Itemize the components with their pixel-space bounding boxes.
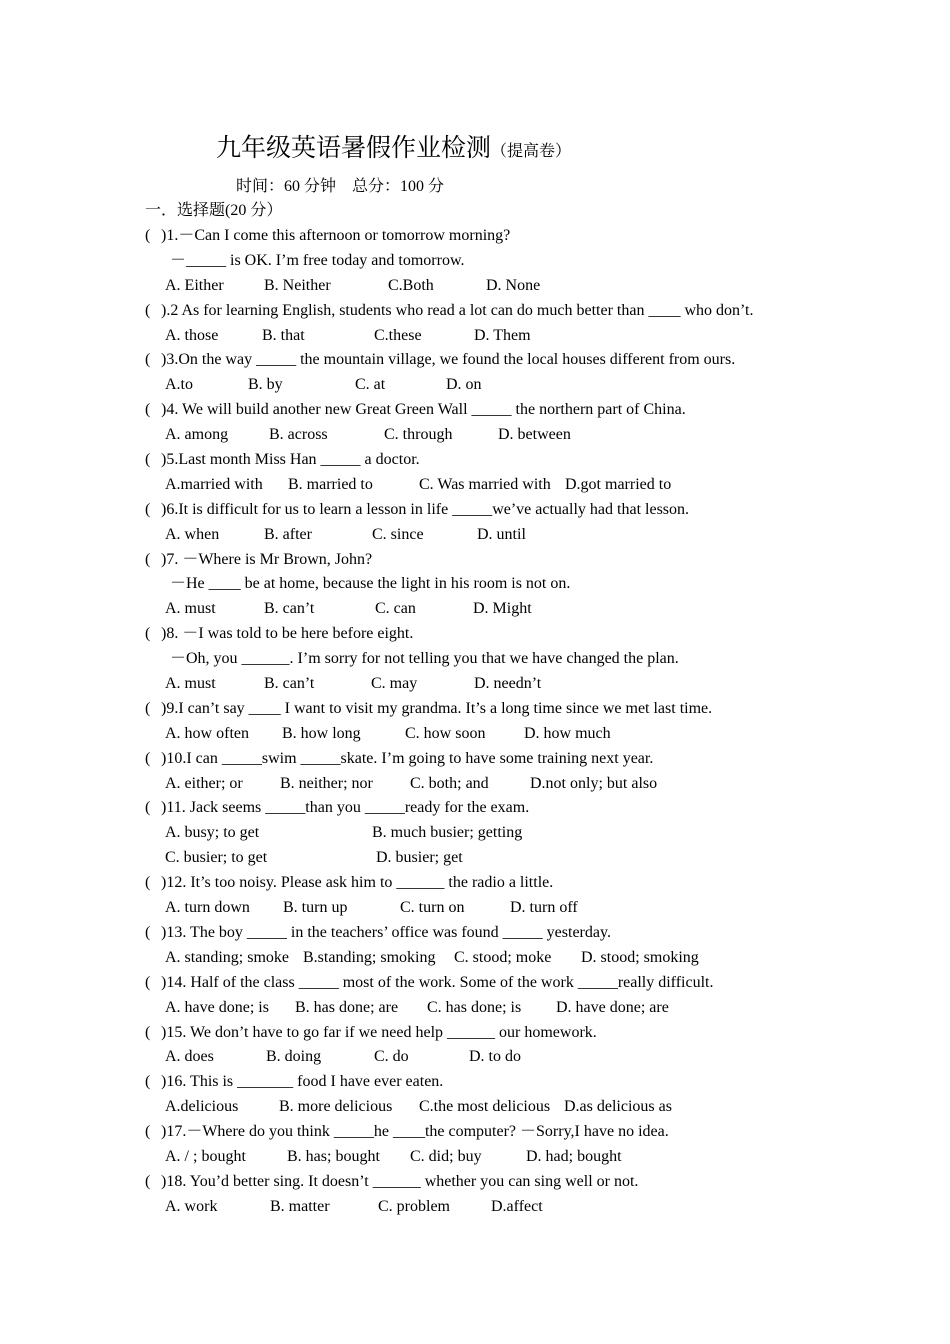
option: C. did; buy [410,1147,482,1165]
answer-paren: ( [145,749,151,767]
question-stem: )9.I can’t say ____ I want to visit my grandma. It’s a long time since we met last time. [161,699,713,717]
option: A. does [165,1048,214,1066]
answer-paren: ( [145,1172,151,1190]
question-2 [0,300,950,325]
answer-paren: ( [145,799,151,817]
question-list [0,225,950,1221]
option: D. on [446,376,482,394]
question-stem: )1.－Can I come this afternoon or tomorrow morning? [161,227,511,244]
question-stem: )12. It’s too noisy. Please ask him to ______ the radio a little. [161,874,554,892]
question-17 [0,1121,950,1146]
option: A. must [165,675,216,693]
title-subtitle: （提高卷） [491,143,572,160]
option: B.standing; smoking [303,948,436,966]
question-1-reply [0,250,950,275]
question-5-options [0,474,950,499]
question-stem: )6.It is difficult for us to learn a lesson in life _____we’ve actually had that lesson. [161,500,690,518]
question-2-options [0,325,950,350]
question-18-options [0,1196,950,1221]
question-7-reply [0,573,950,598]
option: C. at [355,376,386,394]
question-stem: )10.I can _____swim _____skate. I’m going to have some training next year. [161,749,654,767]
option: B. doing [266,1048,322,1066]
option: B. by [248,376,283,394]
option: A. standing; smoke [165,948,289,966]
option: B. more delicious [279,1098,393,1116]
option: D. between [498,426,571,444]
question-9-options [0,723,950,748]
option: D. needn’t [474,675,542,693]
option: D. to do [469,1048,521,1066]
option: D. busier; get [376,849,463,867]
question-7 [0,549,950,574]
option: C. Was married with [419,475,551,493]
option: D. had; bought [526,1147,622,1165]
option: D. have done; are [556,998,669,1016]
answer-paren: ( [145,500,151,518]
option: D. until [477,525,526,543]
title-main: 九年级英语暑假作业检测 [216,135,492,162]
option: C. turn on [400,899,465,917]
option: C. through [384,426,453,444]
question-13-options [0,947,950,972]
answer-paren: ( [145,625,151,643]
question-13 [0,922,950,947]
option: A. when [165,525,220,543]
question-17-options [0,1146,950,1171]
option: D. None [486,276,541,294]
option: B. matter [270,1197,330,1215]
page-title [216,133,571,168]
option: A. Either [165,276,224,294]
question-stem: )5.Last month Miss Han _____ a doctor. [161,451,420,469]
question-14 [0,972,950,997]
option: B. how long [282,724,361,742]
question-1-options [0,275,950,300]
option: B. married to [288,475,373,493]
question-15-options [0,1046,950,1071]
option: D.affect [491,1197,543,1215]
option: D. how much [524,724,611,742]
option: C.Both [388,276,434,294]
option: B. much busier; getting [372,824,523,842]
question-15 [0,1022,950,1047]
answer-paren: ( [145,1123,151,1141]
option: C. both; and [410,774,489,792]
answer-paren: ( [145,923,151,941]
question-7-options [0,598,950,623]
option: A. busy; to get [165,824,260,842]
question-10-options [0,773,950,798]
question-stem: )13. The boy _____ in the teachers’ office was found _____ yesterday. [161,923,611,941]
option: B. has; bought [287,1147,380,1165]
option: D. Might [473,600,532,618]
question-11-options-line-2 [0,847,950,872]
question-stem: )7. －Where is Mr Brown, John? [161,550,373,568]
option: A. how often [165,724,249,742]
question-6-options [0,524,950,549]
question-stem: )17.－Where do you think _____he ____the computer? －Sorry,I have no idea. [161,1123,669,1141]
option: C. has done; is [427,998,522,1016]
option: D. stood; smoking [581,948,699,966]
question-3 [0,349,950,374]
answer-paren: ( [145,1023,151,1041]
option: C. may [371,675,418,693]
question-10 [0,748,950,773]
option: C. problem [378,1197,450,1215]
option: D.got married to [565,475,672,493]
question-stem: )18. You’d better sing. It doesn’t ______ whether you can sing well or not. [161,1172,639,1190]
option: B. can’t [264,600,315,618]
question-stem: ).2 As for learning English, students who read a lot can do much better than ____ who don’t. [161,301,754,319]
question-stem: )11. Jack seems _____than you _____ready for the exam. [161,799,530,817]
option: A.married with [165,475,263,493]
answer-paren: ( [145,227,151,244]
answer-paren: ( [145,301,151,319]
question-8-reply [0,648,950,673]
option: A. must [165,600,216,618]
option: C. how soon [405,724,486,742]
question-3-options [0,374,950,399]
question-5 [0,449,950,474]
option: B. neither; nor [280,774,373,792]
question-4 [0,399,950,424]
question-stem: )8. －I was told to be here before eight. [161,625,414,643]
option: C. stood; moke [454,948,552,966]
answer-paren: ( [145,874,151,892]
question-8-options [0,673,950,698]
option: C. since [372,525,424,543]
question-4-options [0,424,950,449]
answer-paren: ( [145,351,151,369]
question-18 [0,1171,950,1196]
question-reply: －He ____ be at home, because the light in his room is not on. [170,575,571,593]
question-14-options [0,997,950,1022]
question-stem: )4. We will build another new Great Green Wall _____ the northern part of China. [161,401,686,419]
question-reply: －Oh, you ______. I’m sorry for not telling you that we have changed the plan. [170,650,679,668]
question-stem: )16. This is _______ food I have ever eaten. [161,1073,444,1091]
option: D. Them [474,326,531,344]
option: A.to [165,376,193,394]
question-9 [0,698,950,723]
option: A. among [165,426,229,444]
option: A. work [165,1197,218,1215]
option: A. either; or [165,774,243,792]
question-12 [0,872,950,897]
option: C.these [374,326,422,344]
option: B. across [269,426,328,444]
question-11-options-line-1 [0,822,950,847]
question-8 [0,623,950,648]
option: C.the most delicious [419,1098,551,1116]
answer-paren: ( [145,451,151,469]
option: B. can’t [264,675,315,693]
option: A. have done; is [165,998,269,1016]
question-1 [0,225,950,250]
option: A. turn down [165,899,250,917]
question-16-options [0,1096,950,1121]
option: B. turn up [283,899,348,917]
question-11 [0,797,950,822]
answer-paren: ( [145,550,151,568]
question-12-options [0,897,950,922]
answer-paren: ( [145,401,151,419]
question-stem: )3.On the way _____ the mountain village, we found the local houses different from ours. [161,351,736,369]
exam-info: 时间：60 分钟 总分：100 分 [236,178,445,195]
option: C. can [375,600,416,618]
option: C. do [374,1048,409,1066]
question-6 [0,499,950,524]
option: A. / ; bought [165,1147,246,1165]
option: D.not only; but also [530,774,658,792]
option: B. Neither [264,276,331,294]
option: D. turn off [510,899,578,917]
question-reply: －_____ is OK. I’m free today and tomorrow. [170,251,465,269]
option: B. that [262,326,305,344]
option: A. those [165,326,219,344]
option: B. has done; are [295,998,399,1016]
question-stem: )14. Half of the class _____ most of the work. Some of the work _____really difficult. [161,973,714,991]
answer-paren: ( [145,1073,151,1091]
option: D.as delicious as [564,1098,672,1116]
question-16 [0,1071,950,1096]
answer-paren: ( [145,973,151,991]
section-heading: 一．选择题(20 分） [145,202,283,219]
question-stem: )15. We don’t have to go far if we need help ______ our homework. [161,1023,597,1041]
option: C. busier; to get [165,849,268,867]
option: A.delicious [165,1098,239,1116]
option: B. after [264,525,312,543]
answer-paren: ( [145,699,151,717]
